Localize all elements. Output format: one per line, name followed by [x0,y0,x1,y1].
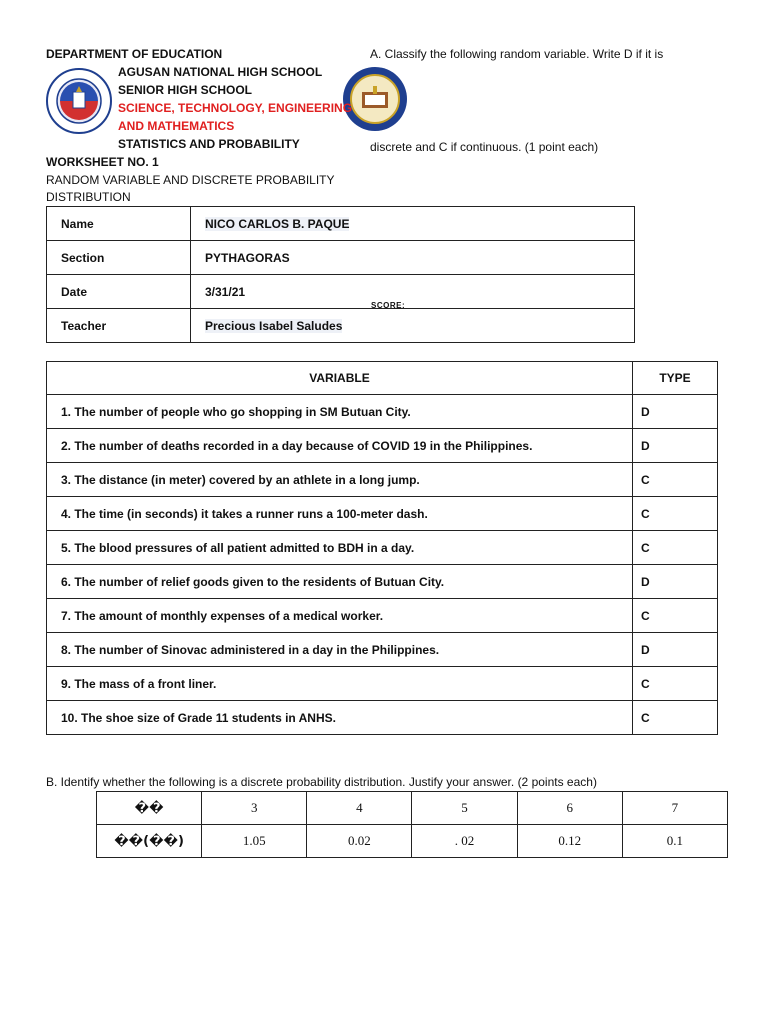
x-value: 3 [202,792,307,825]
name-value-text: NICO CARLOS B. PAQUE [205,216,350,231]
variable-type[interactable]: C [633,497,718,531]
teacher-label: Teacher [47,309,191,343]
strand-line-1: SCIENCE, TECHNOLOGY, ENGINEERING [118,101,353,115]
p-row [97,825,728,858]
section-label: Section [47,241,191,275]
probability-distribution-table [96,791,728,858]
instructions-a-line-1: A. Classify the following random variable. Write D if it is [370,47,664,61]
date-label: Date [47,275,191,309]
topic-line-1: RANDOM VARIABLE AND DISCRETE PROBABILITY [46,173,335,187]
table-row [47,633,718,667]
x-row [97,792,728,825]
info-row-name [47,207,635,241]
section-value[interactable] [191,241,635,275]
date-value-text: 3/31/21 [205,284,246,299]
variable-text: 7. The amount of monthly expenses of a medical worker. [47,599,633,633]
p-value: 0.12 [517,825,622,858]
variable-type[interactable]: C [633,701,718,735]
variable-text: 10. The shoe size of Grade 11 students in ANHS. [47,701,633,735]
variable-header-row [47,362,718,395]
variable-type[interactable]: D [633,633,718,667]
info-row-date [47,275,635,309]
type-column-header: TYPE [633,362,718,395]
table-row [47,429,718,463]
deped-seal [46,68,112,134]
table-row [47,701,718,735]
p-label: ��(��) [97,825,202,858]
variable-text: 3. The distance (in meter) covered by an athlete in a long jump. [47,463,633,497]
teacher-value[interactable] [191,309,635,343]
variable-classification-table [46,361,718,735]
info-row-section [47,241,635,275]
instructions-b: B. Identify whether the following is a discrete probability distribution. Justify your answer. (2 points each) [46,775,597,789]
name-label: Name [47,207,191,241]
variable-text: 5. The blood pressures of all patient admitted to BDH in a day. [47,531,633,565]
p-value: . 02 [412,825,517,858]
worksheet-title: WORKSHEET NO. 1 [46,155,159,169]
date-value[interactable] [191,275,635,309]
name-value[interactable] [191,207,635,241]
school-level: SENIOR HIGH SCHOOL [118,83,253,97]
x-value: 5 [412,792,517,825]
school-name: AGUSAN NATIONAL HIGH SCHOOL [118,65,323,79]
variable-text: 4. The time (in seconds) it takes a runner runs a 100-meter dash. [47,497,633,531]
x-value: 7 [622,792,727,825]
info-row-teacher [47,309,635,343]
score-label: SCORE: [371,301,406,310]
variable-text: 9. The mass of a front liner. [47,667,633,701]
topic-line-2: DISTRIBUTION [46,190,131,204]
variable-text: 8. The number of Sinovac administered in a day in the Philippines. [47,633,633,667]
variable-type[interactable]: C [633,463,718,497]
instructions-a-line-2: discrete and C if continuous. (1 point each) [370,140,599,154]
table-row [47,463,718,497]
variable-column-header: VARIABLE [47,362,633,395]
variable-type[interactable]: C [633,531,718,565]
variable-text: 1. The number of people who go shopping in SM Butuan City. [47,395,633,429]
table-row [47,395,718,429]
student-info-table [46,206,635,343]
variable-text: 2. The number of deaths recorded in a day because of COVID 19 in the Philippines. [47,429,633,463]
department-title: DEPARTMENT OF EDUCATION [46,47,223,61]
variable-text: 6. The number of relief goods given to the residents of Butuan City. [47,565,633,599]
p-value: 0.02 [307,825,412,858]
p-value: 1.05 [202,825,307,858]
variable-type[interactable]: C [633,667,718,701]
table-row [47,599,718,633]
table-row [47,497,718,531]
strand-line-2: AND MATHEMATICS [118,119,235,133]
x-value: 6 [517,792,622,825]
section-value-text: PYTHAGORAS [205,250,290,265]
table-row [47,667,718,701]
teacher-value-text: Precious Isabel Saludes [205,318,343,333]
x-value: 4 [307,792,412,825]
x-label: �� [97,792,202,825]
variable-type[interactable]: D [633,565,718,599]
variable-type[interactable]: D [633,429,718,463]
variable-type[interactable]: C [633,599,718,633]
variable-type[interactable]: D [633,395,718,429]
p-value: 0.1 [622,825,727,858]
table-row [47,531,718,565]
table-row [47,565,718,599]
subject-title: STATISTICS AND PROBABILITY [118,137,300,151]
